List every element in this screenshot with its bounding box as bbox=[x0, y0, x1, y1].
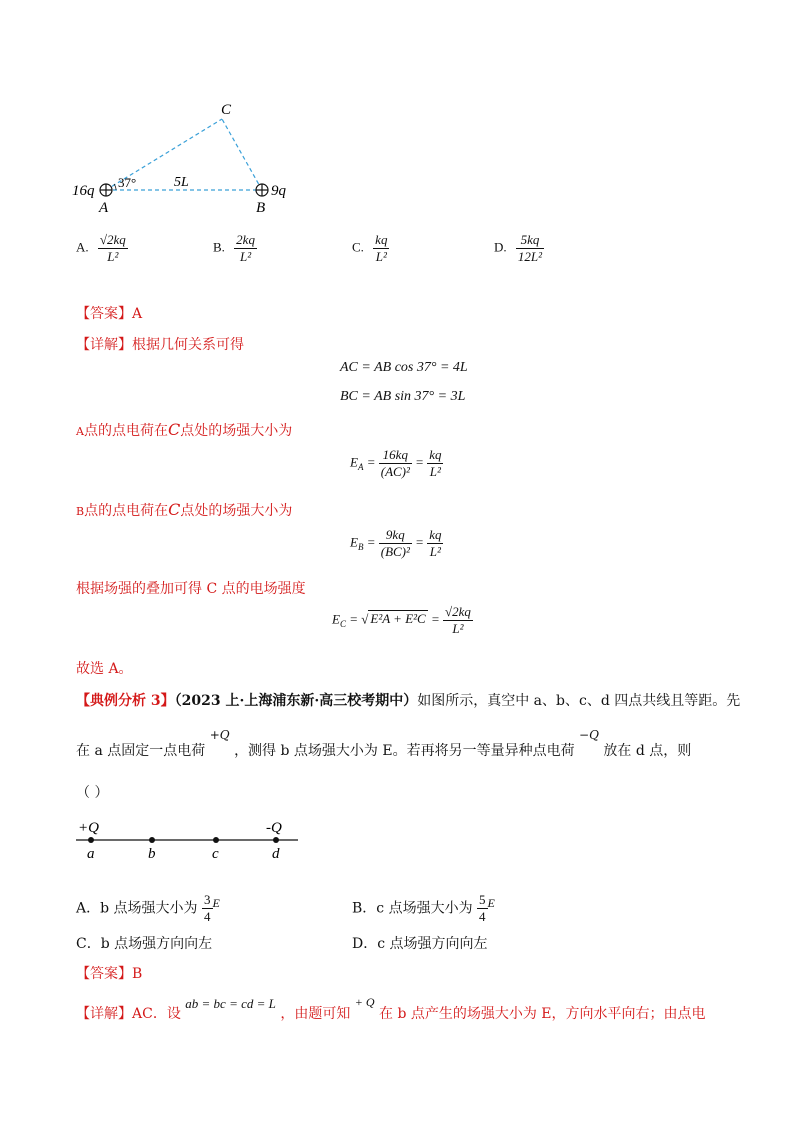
detail-tag: 【详解】 bbox=[76, 337, 132, 353]
detail-1-intro bbox=[76, 334, 244, 354]
eq-denominator: (AC)² bbox=[380, 464, 410, 479]
eq-denominator: (BC)² bbox=[380, 544, 410, 559]
option-letter: A． bbox=[76, 900, 101, 917]
line-text: 点处的场强大小为 bbox=[180, 503, 293, 519]
q2-option-c[interactable] bbox=[76, 933, 212, 953]
point-c-label: c bbox=[212, 846, 219, 862]
option-text: c 点场强方向向左 bbox=[377, 936, 488, 952]
charge-b-label: 9q bbox=[271, 183, 286, 199]
example-text: ，测得 b 点场强大小为 E。若再将另一等量异种点电荷 bbox=[234, 743, 575, 759]
triangle-figure bbox=[60, 95, 320, 220]
equation-eb: $E_B$ = $\frac{9kq}{\text{(BC)²}}$ = $\frac{kq}{\text{L²}}$ bbox=[350, 527, 442, 559]
option-d[interactable] bbox=[494, 232, 544, 265]
q2-option-b[interactable] bbox=[352, 892, 495, 925]
minus-q-figure-label: -Q bbox=[266, 820, 282, 836]
option-symbol: E bbox=[212, 895, 220, 910]
example-3-header bbox=[76, 690, 740, 710]
option-text: b 点场强方向向左 bbox=[100, 936, 213, 952]
eq-numerator: kq bbox=[429, 527, 442, 542]
example-tag: 【典例分析 3】 bbox=[76, 693, 175, 709]
option-letter: A. bbox=[76, 239, 89, 255]
eq-subscript: A bbox=[357, 462, 364, 473]
plus-q-figure-label: +Q bbox=[78, 820, 99, 836]
distance-label: 5L bbox=[174, 175, 189, 190]
point-d-dot bbox=[273, 837, 279, 843]
option-denominator: 4 bbox=[479, 909, 486, 924]
point-a-label: A bbox=[76, 425, 84, 438]
q2-option-a[interactable] bbox=[76, 892, 220, 925]
point-a-dot bbox=[88, 837, 94, 843]
equation-ac: AC = AB cos 37° = 4L bbox=[340, 360, 468, 375]
eq-denominator: L² bbox=[427, 463, 443, 480]
option-letter: C． bbox=[76, 936, 101, 952]
plus-q-label: +Q bbox=[209, 728, 230, 742]
eq-numerator: 9kq bbox=[385, 527, 405, 542]
detail-text: 在 b 点产生的场强大小为 E，方向水平向右；由点电 bbox=[379, 1006, 706, 1022]
charge-a-icon bbox=[100, 184, 112, 196]
option-text: c 点场强大小为 bbox=[376, 900, 473, 917]
eq-denominator: L² bbox=[443, 620, 473, 637]
charge-b-icon bbox=[256, 184, 268, 196]
point-c-label: C bbox=[167, 420, 181, 439]
minus-q-label: −Q bbox=[579, 728, 599, 742]
option-c[interactable] bbox=[352, 232, 389, 265]
answer-paren: （ ） bbox=[76, 785, 109, 801]
option-denominator: L² bbox=[373, 248, 389, 265]
point-b-label: B bbox=[76, 505, 85, 518]
option-numerator: 5 bbox=[479, 892, 486, 907]
answer-value: B bbox=[132, 966, 143, 982]
option-numerator: 5kq bbox=[520, 232, 540, 247]
option-letter: B． bbox=[352, 900, 377, 917]
point-d-label: d bbox=[272, 846, 280, 862]
equation-ec: $E_C$ = √ E²A + E²C = $\frac{√2kq}{\text{L²}}$ bbox=[332, 604, 471, 636]
option-letter: D. bbox=[494, 239, 507, 255]
eq-numerator: √2kq bbox=[445, 604, 471, 619]
point-c-label: C bbox=[168, 500, 181, 519]
option-numerator: kq bbox=[375, 232, 388, 247]
detail-tag: 【详解】 bbox=[76, 1006, 132, 1022]
option-b[interactable] bbox=[213, 232, 257, 265]
angle-arc bbox=[114, 184, 116, 190]
point-c-dot bbox=[213, 837, 219, 843]
detail-intro-text: 根据几何关系可得 bbox=[132, 337, 244, 353]
eq-subscript: C bbox=[339, 619, 346, 630]
eq-symbol: E bbox=[350, 534, 358, 550]
option-letter: C. bbox=[352, 239, 364, 255]
line-text: 点处的场强大小为 bbox=[180, 423, 293, 439]
eq-denominator: L² bbox=[427, 543, 443, 560]
option-numerator: √2kq bbox=[99, 232, 126, 247]
detail-text: ，由题可知 bbox=[280, 1006, 351, 1022]
line-field-a bbox=[76, 420, 292, 440]
detail-2 bbox=[76, 995, 706, 1023]
answer-tag: 【答案】 bbox=[76, 306, 132, 322]
superposition-text: 根据场强的叠加可得 C 点的电场强度 bbox=[76, 581, 306, 597]
vertex-a-label: A bbox=[99, 200, 109, 216]
example-source: （2023 上·上海浦东新·高三校考期中） bbox=[174, 693, 418, 709]
point-a-label: a bbox=[87, 846, 95, 862]
option-denominator: 12L² bbox=[517, 249, 543, 264]
answer-value: A bbox=[132, 306, 143, 322]
segment-equation: ab = bc = cd = L bbox=[185, 996, 276, 1011]
equation-ea: $E_A$ = $\frac{16kq}{\text{(AC)²}}$ = $\frac{kq}{\text{L²}}$ bbox=[350, 447, 442, 479]
option-denominator: 4 bbox=[204, 909, 211, 924]
option-numerator: 2kq bbox=[236, 232, 255, 247]
eq-numerator: 16kq bbox=[382, 447, 408, 462]
option-symbol: E bbox=[487, 895, 495, 910]
answer-1 bbox=[76, 303, 142, 323]
example-text: 在 a 点固定一点电荷 bbox=[76, 743, 206, 759]
option-denominator: L² bbox=[234, 248, 257, 265]
vertex-c-label: C bbox=[221, 102, 232, 118]
plus-q-label: + Q bbox=[354, 995, 375, 1009]
conclusion-text: 故选 A。 bbox=[76, 661, 133, 677]
line-text: 点的点电荷在 bbox=[83, 423, 168, 439]
line-text: 点的点电荷在 bbox=[84, 503, 169, 519]
angle-label: 37° bbox=[118, 175, 137, 190]
equation-bc: BC = AB sin 37° = 3L bbox=[340, 389, 466, 404]
line-points-figure bbox=[72, 812, 312, 864]
answer-tag: 【答案】 bbox=[76, 966, 132, 982]
q2-option-d[interactable] bbox=[352, 933, 488, 953]
point-b-label: b bbox=[148, 846, 156, 862]
eq-radicand: E²A + E²C bbox=[370, 611, 426, 627]
line-bc bbox=[222, 119, 262, 190]
option-a[interactable] bbox=[76, 232, 128, 265]
detail-text: AC．设 bbox=[132, 1006, 181, 1022]
eq-numerator: kq bbox=[429, 447, 442, 462]
eq-symbol: E bbox=[332, 611, 340, 627]
option-letter: D． bbox=[352, 936, 378, 952]
vertex-b-label: B bbox=[256, 200, 266, 216]
line-field-b bbox=[76, 500, 292, 520]
answer-2 bbox=[76, 963, 142, 983]
option-denominator: L² bbox=[98, 248, 128, 265]
option-letter: B. bbox=[213, 239, 225, 255]
charge-a-label: 16q bbox=[72, 183, 95, 199]
eq-subscript: B bbox=[357, 542, 364, 553]
option-text: b 点场强大小为 bbox=[100, 900, 198, 917]
eq-symbol: E bbox=[350, 454, 358, 470]
example-3-line-2 bbox=[76, 728, 692, 760]
example-text: 如图所示，真空中 a、b、c、d 四点共线且等距。先 bbox=[417, 693, 741, 709]
point-b-dot bbox=[149, 837, 155, 843]
example-text: 放在 d 点，则 bbox=[603, 743, 692, 759]
option-numerator: 3 bbox=[204, 892, 211, 907]
